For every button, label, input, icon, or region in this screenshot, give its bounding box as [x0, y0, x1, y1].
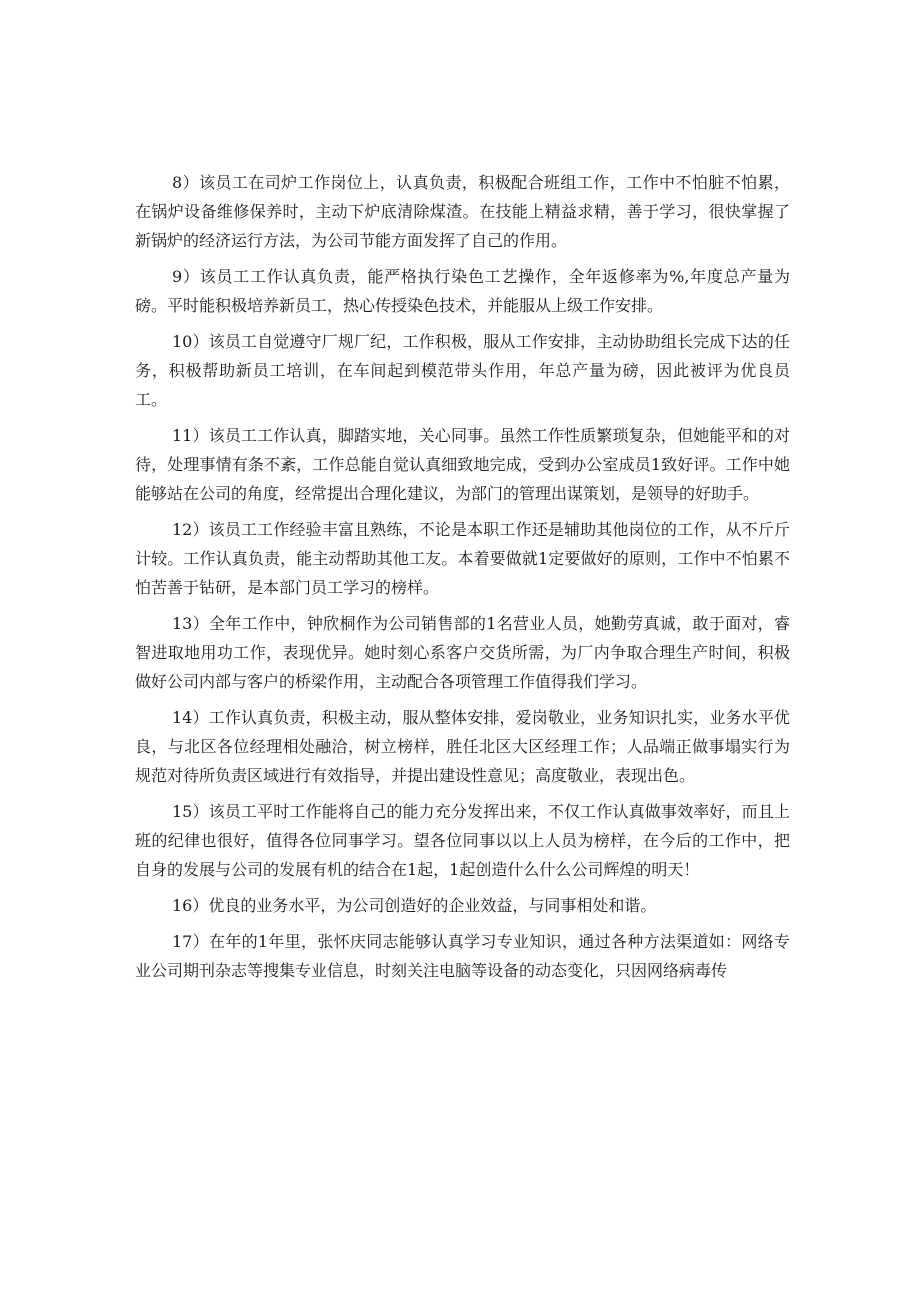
paragraph-8: 8）该员工在司炉工作岗位上，认真负责，积极配合班组工作，工作中不怕脏不怕累，在锅炉设备维修保养时，主动下炉底清除煤渣。在技能上精益求精，善于学习，很快掌握了新锅炉的经济运行方法，为公司节能方面发挥了自己的作用。	[135, 173, 790, 250]
paragraph-17: 17）在年的1年里，张怀庆同志能够认真学习专业知识，通过各种方法渠道如：网络专业公司期刊杂志等搜集专业信息，时刻关注电脑等设备的动态变化，只因网络病毒传	[135, 932, 790, 980]
paragraph-11: 11）该员工工作认真，脚踏实地，关心同事。虽然工作性质繁琐复杂，但她能平和的对待，处理事情有条不紊，工作总能自觉认真细致地完成，受到办公室成员1致好评。工作中她能够站在公司的角度，经常提出合理化建议，为部门的管理出谋策划，是领导的好助手。	[135, 426, 790, 503]
paragraph-12: 12）该员工工作经验丰富且熟练，不论是本职工作还是辅助其他岗位的工作，从不斤斤计较。工作认真负责，能主动帮助其他工友。本着要做就1定要做好的原则，工作中不怕累不怕苦善于钻研，是本部门员工学习的榜样。	[135, 520, 790, 597]
paragraph-13: 13）全年工作中，钟欣桐作为公司销售部的1名营业人员，她勤劳真诚，敢于面对，睿智进取地用功工作，表现优异。她时刻心系客户交货所需，为厂内争取合理生产时间，积极做好公司内部与客户的桥梁作用，主动配合各项管理工作值得我们学习。	[135, 614, 790, 691]
paragraph-14: 14）工作认真负责，积极主动，服从整体安排，爱岗敬业，业务知识扎实，业务水平优良，与北区各位经理相处融洽，树立榜样，胜任北区大区经理工作；人品端正做事塌实行为规范对待所负责区域进行有效指导，并提出建设性意见；高度敬业，表现出色。	[135, 708, 790, 785]
paragraph-10: 10）该员工自觉遵守厂规厂纪，工作积极，服从工作安排，主动协助组长完成下达的任务，积极帮助新员工培训，在车间起到模范带头作用，年总产量为磅，因此被评为优良员工。	[135, 332, 790, 409]
paragraph-9: 9）该员工工作认真负责，能严格执行染色工艺操作，全年返修率为%,年度总产量为磅。平时能积极培养新员工，热心传授染色技术，并能服从上级工作安排。	[135, 267, 790, 315]
paragraph-16: 16）优良的业务水平，为公司创造好的企业效益，与同事相处和谐。	[172, 896, 657, 915]
paragraph-15: 15）该员工平时工作能将自己的能力充分发挥出来，不仅工作认真做事效率好，而且上班的纪律也很好，值得各位同事学习。望各位同事以以上人员为榜样，在今后的工作中，把自身的发展与公司的发展有机的结合在1起，1起创造什么什么公司辉煌的明天！	[135, 802, 790, 879]
document-body	[135, 168, 790, 992]
